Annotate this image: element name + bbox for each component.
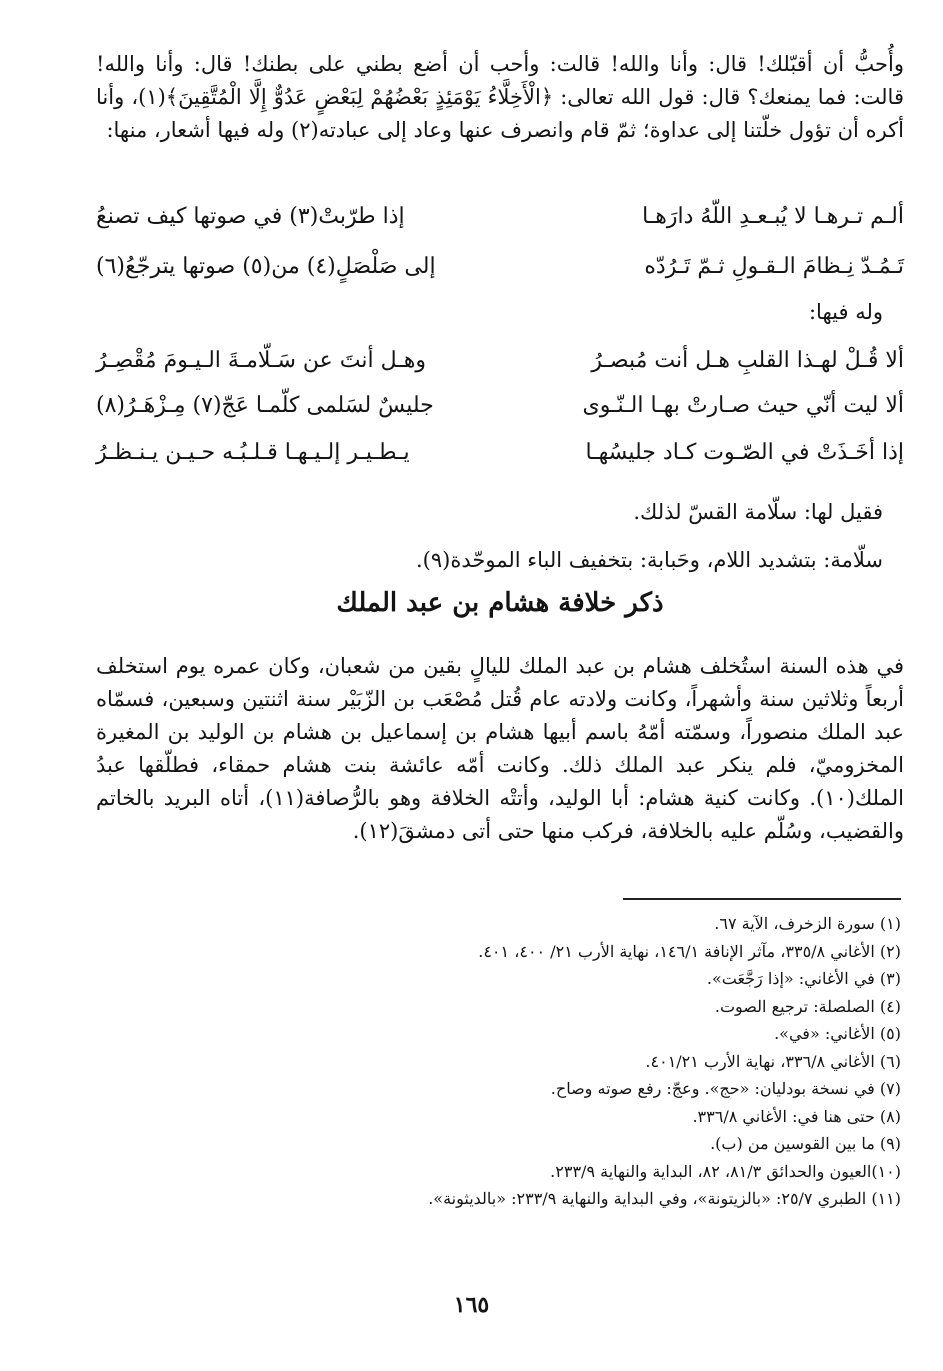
note-line: سلّامة: بتشديد اللام، وحَبابة: بتخفيف الباء الموحّدة(٩). [415,548,883,572]
footnote: (١) سورة الزخرف، الآية ٦٧. [714,914,901,933]
hemistich-right: تَـمُـدّ نِـظامَ الـقـولِ ثـمّ تَـرُدّه [644,254,904,279]
footnotes-list [121,910,901,1213]
also-label: وله فيها: [808,300,883,324]
hemistich-right: إذا أخَـذَتْ في الصّـوت كـاد جليسُهـا [585,440,904,465]
page-number: ١٦٥ [453,1292,490,1318]
footnote: (٥) الأغاني: «في». [774,1024,901,1043]
hemistich-right: ألـم تـرهـا لا يُبـعـدِ اللّهُ دارَهـا [642,204,904,229]
footnote: (١٠)العيون والحدائق ٨١/٣، ٨٢، البداية والنهاية ٢٣٣/٩. [550,1161,901,1181]
footnote: (٦) الأغاني ٣٣٦/٨، نهاية الأرب ٤٠١/٢١. [645,1051,901,1071]
hemistich-left: إذا طرّبتْ(٣) في صوتها كيف تصنعُ [96,204,405,229]
intro-paragraph: وأُحبُّ أن أقبّلك! قال: وأنا والله! قالت: وأحب أن أضع بطني على بطنك! قال: وأنا والله! قالت: فما يمنعك؟ قال: قول الله تعالى: ﴿الْأَخِلَّاءُ يَوْمَئِذٍ بَعْضُهُمْ لِبَعْضٍ عَدُوٌّ إِلَّا الْمُتَّقِينَ﴾(١)، وأنا أكره أن تؤول خلّتنا إلى عداوة؛ ثمّ قام وانصرف عنها وعاد إلى عبادته(٢) وله فيها أشعار، منها: [96,52,904,142]
said-line: فقيل لها: سلّامة القسّ لذلك. [633,500,883,524]
hemistich-left: يـطـيـر إلـيـهـا قـلـبُـه حـيـن يـنـظـرُ [96,440,410,465]
poem1-verse-1 [96,204,904,248]
footnote: (٧) في نسخة بودليان: «حج». وعجّ: رفع صوته وصاح. [550,1079,901,1098]
hemistich-left: إلى صَلْصَلٍ(٤) من(٥) صوتها يترجّعُ(٦) [96,254,436,279]
section-heading: ذكر خلافة هشام بن عبد الملك [336,588,664,618]
footnote: (٨) حتى هنا في: الأغاني ٣٣٦/٨. [692,1106,901,1126]
body-paragraph: في هذه السنة استُخلف هشام بن عبد الملك لليالٍ بقين من شعبان، وكان عمره يوم استخلف أربعاً وثلاثين سنة وأشهراً، وكانت ولادته عام قُتل مُصْعَب بن الزّبَيْر سنة اثنتين وسبعين، فسمّاه عبد الملك منصوراً، وسمّته أمّهُ باسم أبيها هشام بن إسماعيل بن هشام بن الوليد بن المغيرة المخزوميّ، فلم ينكر عبد الملك ذلك. وكانت أمّه عائشة بنت هشام حمقاء، فطلّقها عبدُ الملك(١٠). وكانت كنية هشام: أبا الوليد، وأتتْه الخلافة وهو بالرُّصافة(١١)، أتاه البريد بالخاتم والقضيب، وسُلّم عليه بالخلافة، فركب منها حتى أتى دمشقَ(١٢). [96,654,904,843]
hemistich-left: جليسٌ لسَلمى كلّمـا عَجّ(٧) مِـزْهَـرُ(٨) [96,393,434,418]
hemistich-right: ألا قُـلْ لهـذا القلبِ هـل أنت مُبصـرُ [591,348,904,373]
footnote: (٤) الصلصلة: ترجيع الصوت. [714,996,901,1016]
poem2-verse-3 [96,440,904,484]
footnote: (٩) ما بين القوسين من (ب). [710,1134,901,1153]
footnote-divider [623,898,901,900]
poem1-verse-2 [96,254,904,298]
hemistich-left: وهـل أنتَ عن سَـلّامـةَ الـيـومَ مُقْصِـرُ [96,348,426,373]
poem2-verse-2 [96,393,904,437]
poem2-verse-1 [96,348,904,392]
footnote: (١١) الطبري ٢٥/٧: «بالزيتونة»، وفي البداية والنهاية ٢٣٣/٩: «بالديثونة». [428,1189,901,1208]
footnote: (٢) الأغاني ٣٣٥/٨، مآثر الإنافة ١٤٦/١، نهاية الأرب ٢١/ ٤٠٠، ٤٠١. [478,941,901,961]
hemistich-right: ألا ليت أنّي حيث صـارتْ بهـا الـنّـوى [582,393,904,418]
footnote: (٣) في الأغاني: «إذا رَجَّعَت». [706,969,901,988]
